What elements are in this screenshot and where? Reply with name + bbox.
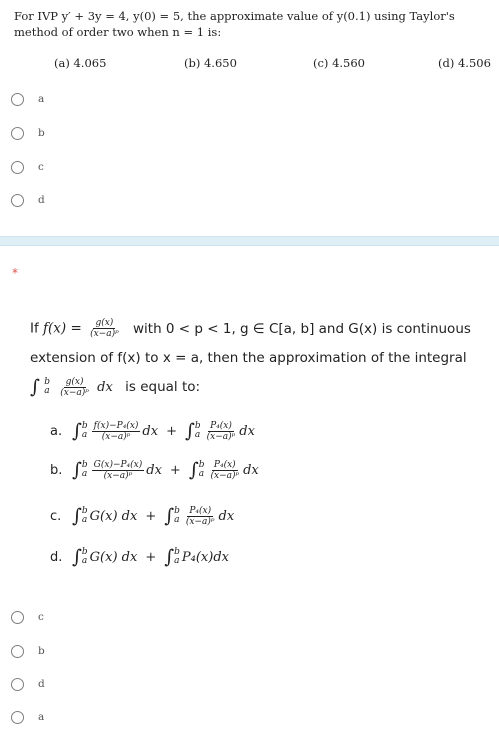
integral-limits: b a bbox=[81, 421, 88, 440]
fraction bbox=[209, 460, 242, 481]
fraction bbox=[88, 318, 121, 339]
plus-sign: + bbox=[169, 462, 181, 478]
integral-limits: b a bbox=[198, 460, 205, 479]
fraction-denominator: (x−a)ᵖ bbox=[185, 516, 215, 527]
q1-option-b[interactable] bbox=[11, 124, 45, 142]
radio-button[interactable] bbox=[11, 711, 24, 724]
option-label: b bbox=[38, 645, 45, 657]
fraction-denominator: (x−a)ᵖ bbox=[206, 431, 236, 442]
differential: dx bbox=[239, 423, 255, 439]
plus-sign: + bbox=[145, 549, 157, 565]
fraction-numerator: f(x)−P₄(x) bbox=[93, 420, 139, 431]
integral-sign-icon: ∫ bbox=[30, 376, 40, 398]
fraction bbox=[92, 421, 141, 442]
q1-option-c[interactable] bbox=[11, 158, 44, 176]
q1-option-a[interactable] bbox=[11, 90, 44, 108]
stem-text: If bbox=[30, 320, 44, 337]
fraction-denominator: (x−a)ᵖ bbox=[210, 470, 240, 481]
fraction-numerator: g(x) bbox=[95, 318, 114, 328]
option-label: a bbox=[38, 93, 45, 105]
integrand: G(x) dx bbox=[89, 508, 138, 524]
differential: dx bbox=[142, 423, 159, 439]
stem-text: with 0 < p < 1, g ∈ C[a, b] and G(x) is continuous bbox=[132, 320, 471, 337]
fraction-numerator: G(x)−P₄(x) bbox=[93, 459, 143, 470]
differential: dx bbox=[218, 508, 235, 524]
item-label: c. bbox=[50, 508, 62, 524]
integral-sign-icon: ∫ bbox=[188, 459, 199, 481]
fraction bbox=[205, 421, 238, 442]
radio-button[interactable] bbox=[11, 678, 24, 691]
fraction bbox=[58, 377, 91, 398]
required-marker: * bbox=[12, 266, 18, 280]
radio-button[interactable] bbox=[11, 127, 24, 140]
fraction-numerator: P₄(x) bbox=[189, 505, 212, 516]
question-2-line-3 bbox=[30, 376, 200, 398]
option-label: a bbox=[38, 711, 45, 723]
fraction-numerator: P₄(x) bbox=[210, 420, 232, 431]
radio-button[interactable] bbox=[11, 194, 24, 207]
integral-limits: b a bbox=[81, 460, 88, 479]
q2-option-b[interactable] bbox=[11, 642, 45, 660]
radio-button[interactable] bbox=[11, 611, 24, 624]
fraction-numerator: P₄(x) bbox=[213, 459, 236, 470]
radio-button[interactable] bbox=[11, 645, 24, 658]
integrand: G(x) dx bbox=[89, 549, 138, 565]
question-2-line-1 bbox=[30, 318, 471, 339]
question-1-line-2: method of order two when n = 1 is: bbox=[14, 25, 222, 39]
upper-limit: b bbox=[44, 377, 50, 387]
sub-item-d bbox=[50, 546, 229, 568]
fraction bbox=[92, 460, 145, 481]
option-label: c bbox=[38, 161, 44, 173]
integral-limits: b a bbox=[174, 547, 180, 566]
sub-item-a bbox=[50, 420, 255, 442]
integral-limits: b a bbox=[81, 547, 88, 566]
item-label: a. bbox=[50, 423, 63, 439]
integral-limits: b a bbox=[81, 506, 88, 525]
sub-item-b bbox=[50, 459, 259, 481]
q2-option-c[interactable] bbox=[11, 608, 44, 626]
fraction-denominator: (x−a)ᵖ bbox=[101, 431, 131, 442]
radio-button[interactable] bbox=[11, 161, 24, 174]
integral-limits: b a bbox=[174, 506, 180, 525]
radio-button[interactable] bbox=[11, 93, 24, 106]
option-label: b bbox=[38, 127, 45, 139]
question-2-line-2: extension of f(x) to x = a, then the approximation of the integral bbox=[30, 350, 467, 366]
differential: dx bbox=[97, 380, 113, 395]
lower-limit: a bbox=[44, 386, 50, 396]
plus-sign: + bbox=[166, 423, 177, 439]
sub-item-c bbox=[50, 505, 234, 527]
plus-sign: + bbox=[145, 508, 157, 524]
q1-option-d[interactable] bbox=[11, 191, 45, 209]
integral-sign-icon: ∫ bbox=[164, 546, 175, 568]
function-expression: f(x) = bbox=[43, 320, 82, 337]
fraction-denominator: (x−a)ᵖ bbox=[103, 470, 133, 481]
integral-sign-icon: ∫ bbox=[72, 505, 82, 527]
option-label: d bbox=[38, 194, 45, 206]
integral-sign-icon: ∫ bbox=[184, 420, 195, 442]
differential: dx bbox=[243, 462, 259, 478]
choice-b-text: (b) 4.650 bbox=[184, 56, 237, 70]
fraction bbox=[184, 506, 217, 527]
choice-c-text: (c) 4.560 bbox=[313, 56, 365, 70]
stem-text: is equal to: bbox=[125, 379, 201, 395]
integral-limits: b a bbox=[194, 421, 201, 440]
q2-option-a[interactable] bbox=[11, 708, 44, 726]
question-1-line-1: For IVP y′ + 3y = 4, y(0) = 5, the approximate value of y(0.1) using Taylor's bbox=[14, 9, 455, 23]
integral-limits bbox=[44, 378, 50, 396]
q2-option-d[interactable] bbox=[11, 675, 45, 693]
integral-sign-icon: ∫ bbox=[72, 420, 82, 442]
fraction-denominator: (x−a)ᵖ bbox=[60, 387, 89, 398]
integral-sign-icon: ∫ bbox=[164, 505, 175, 527]
item-label: d. bbox=[50, 549, 63, 565]
fraction-numerator: g(x) bbox=[65, 376, 84, 387]
choice-d-text: (d) 4.506 bbox=[438, 56, 491, 70]
question-divider bbox=[0, 236, 499, 246]
integral-sign-icon: ∫ bbox=[72, 546, 82, 568]
differential: dx bbox=[146, 462, 162, 478]
fraction-denominator: (x−a)ᵖ bbox=[90, 329, 119, 339]
question-1-text bbox=[14, 8, 484, 40]
item-label: b. bbox=[50, 462, 63, 478]
integrand: P₄(x)dx bbox=[181, 549, 229, 565]
choice-a-text: (a) 4.065 bbox=[54, 56, 107, 70]
option-label: c bbox=[38, 611, 44, 623]
integral-sign-icon: ∫ bbox=[72, 459, 82, 481]
option-label: d bbox=[38, 678, 45, 690]
